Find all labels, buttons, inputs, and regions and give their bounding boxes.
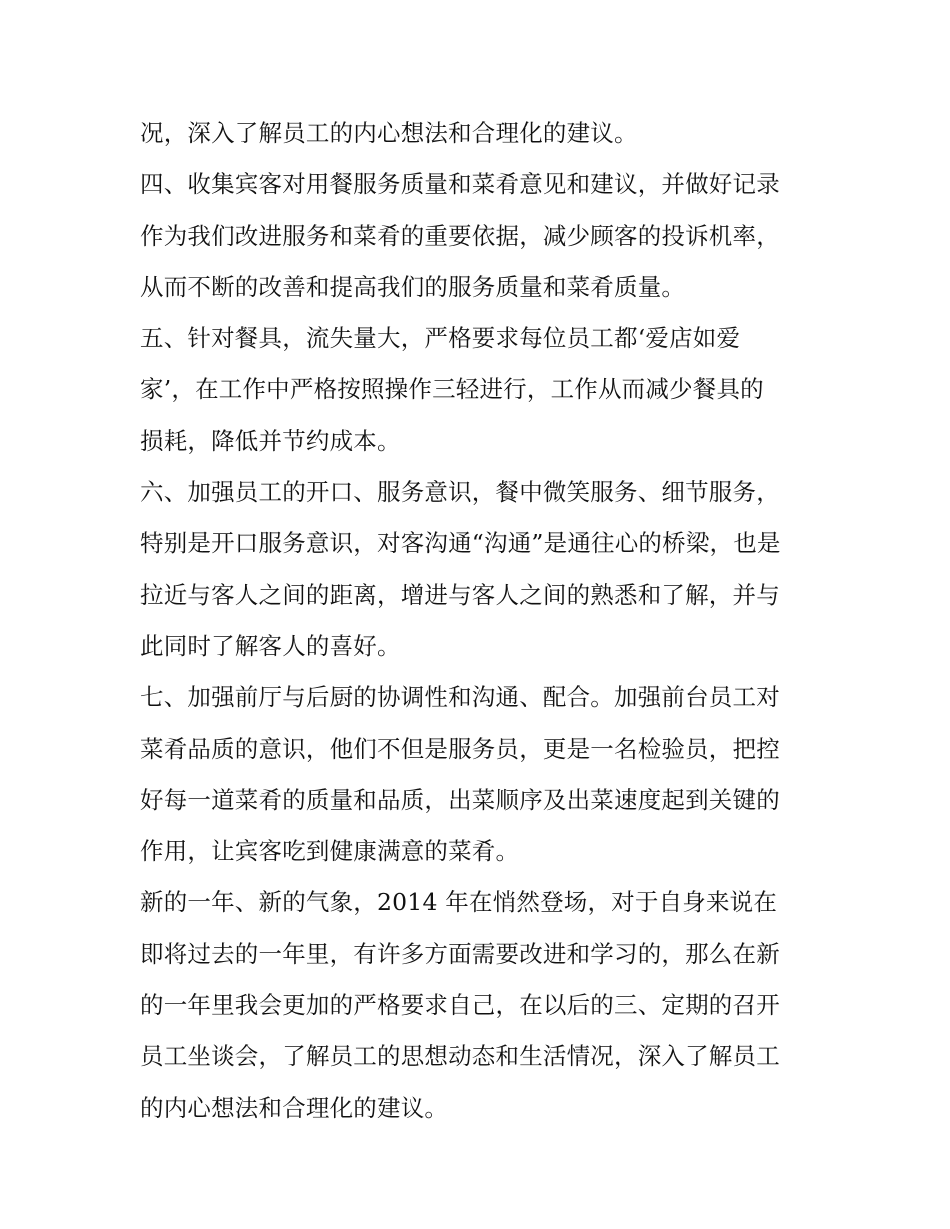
text-line: 新的一年、新的气象，2014 年在悄然登场，对于自身来说在 — [140, 888, 778, 917]
text-line: 员工坐谈会，了解员工的思想动态和生活情况，深入了解员工 — [140, 1042, 780, 1071]
text-line: 七、加强前厅与后厨的协调性和沟通、配合。加强前台员工对 — [140, 683, 780, 712]
text-line: 四、收集宾客对用餐服务质量和菜肴意见和建议，并做好记录 — [140, 170, 780, 199]
text-line: 六、加强员工的开口、服务意识，餐中微笑服务、细节服务， — [140, 478, 780, 507]
document-body — [140, 108, 830, 1134]
text-line: 菜肴品质的意识，他们不但是服务员，更是一名检验员，把控 — [140, 734, 780, 763]
text-line: 作用，让宾客吃到健康满意的菜肴。 — [140, 837, 520, 866]
text-line: 从而不断的改善和提高我们的服务质量和菜肴质量。 — [140, 272, 686, 301]
text-line: 损耗，降低并节约成本。 — [140, 426, 401, 455]
text-line: 即将过去的一年里，有许多方面需要改进和学习的，那么在新 — [140, 939, 780, 968]
text-line: 的内心想法和合理化的建议。 — [140, 1093, 449, 1122]
text-line: 特别是开口服务意识，对客沟通“沟通”是通往心的桥梁，也是 — [140, 529, 781, 558]
text-line: 拉近与客人之间的距离，增进与客人之间的熟悉和了解，并与 — [140, 580, 780, 609]
text-line: 家’，在工作中严格按照操作三轻进行，工作从而减少餐具的 — [140, 375, 764, 404]
text-line: 此同时了解客人的喜好。 — [140, 631, 401, 660]
text-line: 五、针对餐具，流失量大，严格要求每位员工都‘爱店如爱 — [140, 324, 741, 353]
text-line: 的一年里我会更加的严格要求自己，在以后的三、定期的召开 — [140, 991, 780, 1020]
text-line: 作为我们改进服务和菜肴的重要依据，减少顾客的投诉机率， — [140, 221, 780, 250]
text-line: 好每一道菜肴的质量和品质，出菜顺序及出菜速度起到关键的 — [140, 785, 780, 814]
text-line: 况，深入了解员工的内心想法和合理化的建议。 — [140, 119, 638, 147]
